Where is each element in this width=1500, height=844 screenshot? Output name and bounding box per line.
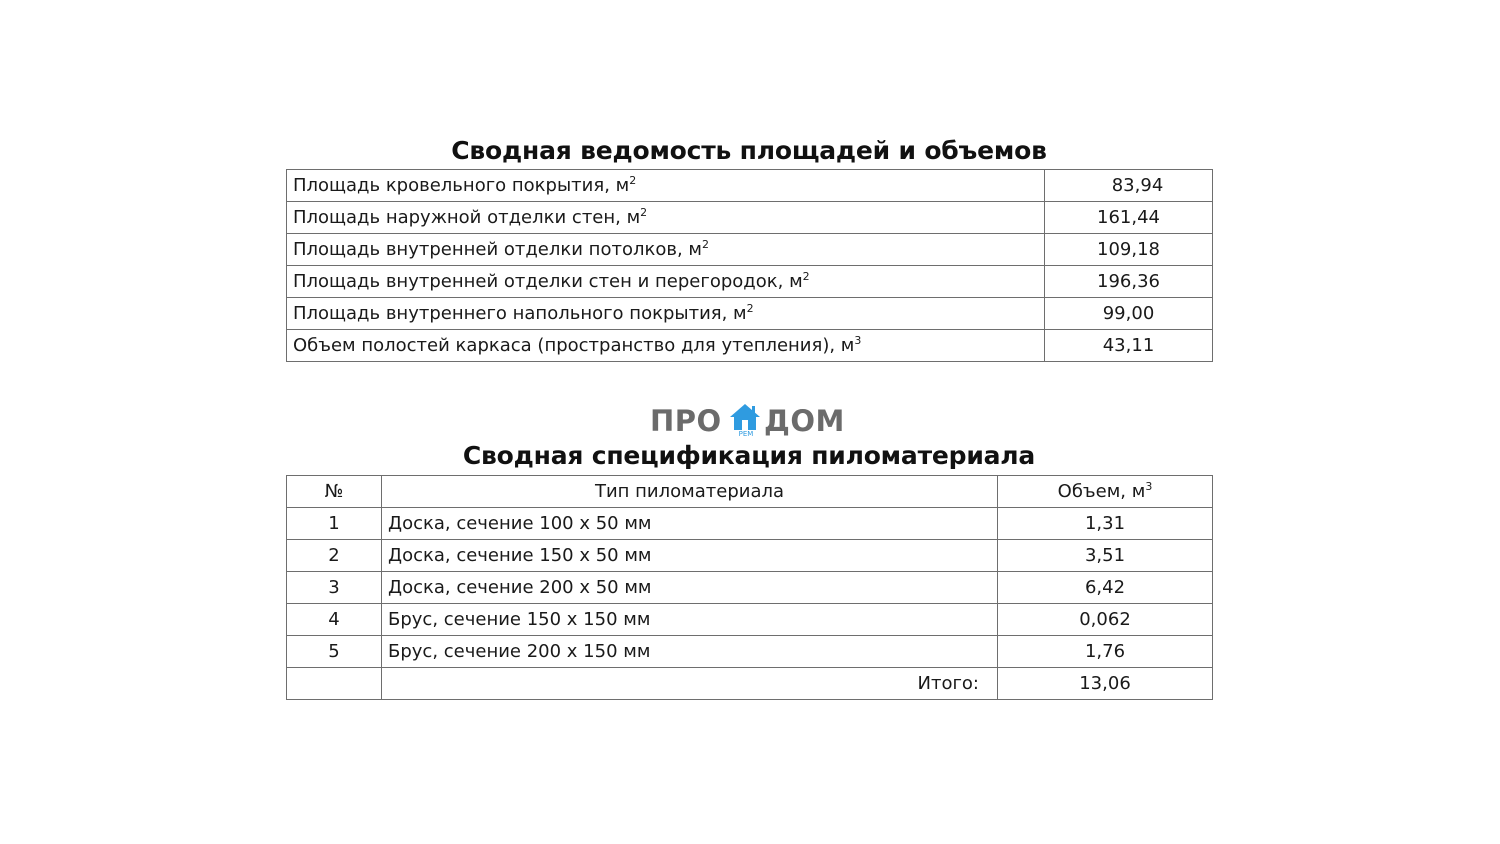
row-volume: 6,42 (998, 572, 1213, 604)
row-type: Доска, сечение 200 х 50 мм (382, 572, 998, 604)
row-num: 2 (287, 540, 382, 572)
total-label: Итого: (382, 668, 998, 700)
summary-table (286, 169, 1213, 362)
table-row (287, 508, 1213, 540)
row-type: Брус, сечение 150 х 150 мм (382, 604, 998, 636)
row-type: Доска, сечение 100 х 50 мм (382, 508, 998, 540)
header-volume: Объем, $м^3$ (998, 476, 1213, 508)
lumber-table (286, 475, 1213, 700)
summary-title: Сводная ведомость площадей и объемов (451, 136, 1047, 165)
area-label: Площадь кровельного покрытия, $м^2$ (287, 170, 1045, 202)
table-row (287, 330, 1213, 362)
area-value: 83,94 (1045, 170, 1213, 202)
row-type: Брус, сечение 200 х 150 мм (382, 636, 998, 668)
row-volume: 1,31 (998, 508, 1213, 540)
table-header-row (287, 476, 1213, 508)
total-value: 13,06 (998, 668, 1213, 700)
logo-subtext: РЕМ (738, 430, 754, 438)
table-row (287, 572, 1213, 604)
row-volume: 3,51 (998, 540, 1213, 572)
area-value: 196,36 (1045, 266, 1213, 298)
header-num: № (287, 476, 382, 508)
table-row (287, 604, 1213, 636)
logo-text-left: ПРО (650, 404, 722, 438)
area-value: 161,44 (1045, 202, 1213, 234)
table-row (287, 540, 1213, 572)
table-row (287, 266, 1213, 298)
area-label: Площадь внутренней отделки потолков, $м^2$ (287, 234, 1045, 266)
total-empty-cell (287, 668, 382, 700)
logo-text-right: ДОМ (764, 404, 845, 438)
row-volume: 1,76 (998, 636, 1213, 668)
area-label: Площадь внутреннего напольного покрытия, $м^2$ (287, 298, 1045, 330)
brand-logo (648, 400, 852, 442)
volume-value: 43,11 (1045, 330, 1213, 362)
row-volume: 0,062 (998, 604, 1213, 636)
volume-label: Объем полостей каркаса (пространство для утепления), $м^3$ (287, 330, 1045, 362)
header-type: Тип пиломатериала (382, 476, 998, 508)
row-num: 4 (287, 604, 382, 636)
area-label: Площадь наружной отделки стен, $м^2$ (287, 202, 1045, 234)
row-num: 1 (287, 508, 382, 540)
lumber-title: Сводная спецификация пиломатериала (462, 441, 1036, 470)
table-row (287, 298, 1213, 330)
row-type: Доска, сечение 150 х 50 мм (382, 540, 998, 572)
table-total-row (287, 668, 1213, 700)
row-num: 3 (287, 572, 382, 604)
table-row (287, 234, 1213, 266)
table-row (287, 170, 1213, 202)
area-label: Площадь внутренней отделки стен и перегородок, $м^2$ (287, 266, 1045, 298)
area-value: 99,00 (1045, 298, 1213, 330)
table-row (287, 636, 1213, 668)
area-value: 109,18 (1045, 234, 1213, 266)
row-num: 5 (287, 636, 382, 668)
table-row (287, 202, 1213, 234)
